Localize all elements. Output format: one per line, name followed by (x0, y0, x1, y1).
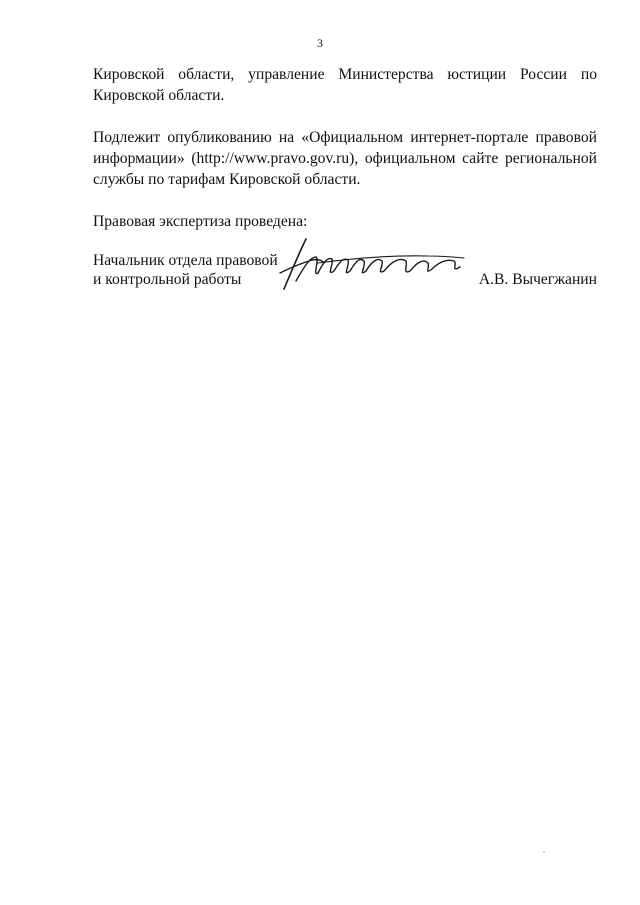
paragraph-recipients: Кировской области, управление Министерства юстиции России по Кировской области. (93, 66, 597, 104)
expertise-line: Правовая экспертиза проведена: (93, 213, 308, 230)
signer-name: А.В. Вычегжанин (478, 271, 597, 288)
document-body (93, 64, 597, 311)
signer-title-line-2: и контрольной работы (93, 271, 242, 288)
signature-block (93, 251, 597, 311)
signer-title (93, 251, 278, 289)
handwritten-signature-icon (278, 233, 466, 291)
page-number: 3 (317, 36, 323, 50)
signer-title-line-1: Начальник отдела правовой (93, 252, 278, 269)
paragraph-gap (93, 106, 597, 127)
scan-speck (543, 851, 545, 853)
paragraph-publication: Подлежит опубликованию на «Официальном интернет-портале правовой информации» (http://www.pravo.gov.ru), официальном сайте региональной службы по тарифам Кировской области. (93, 129, 597, 188)
paragraph-gap (93, 190, 597, 211)
